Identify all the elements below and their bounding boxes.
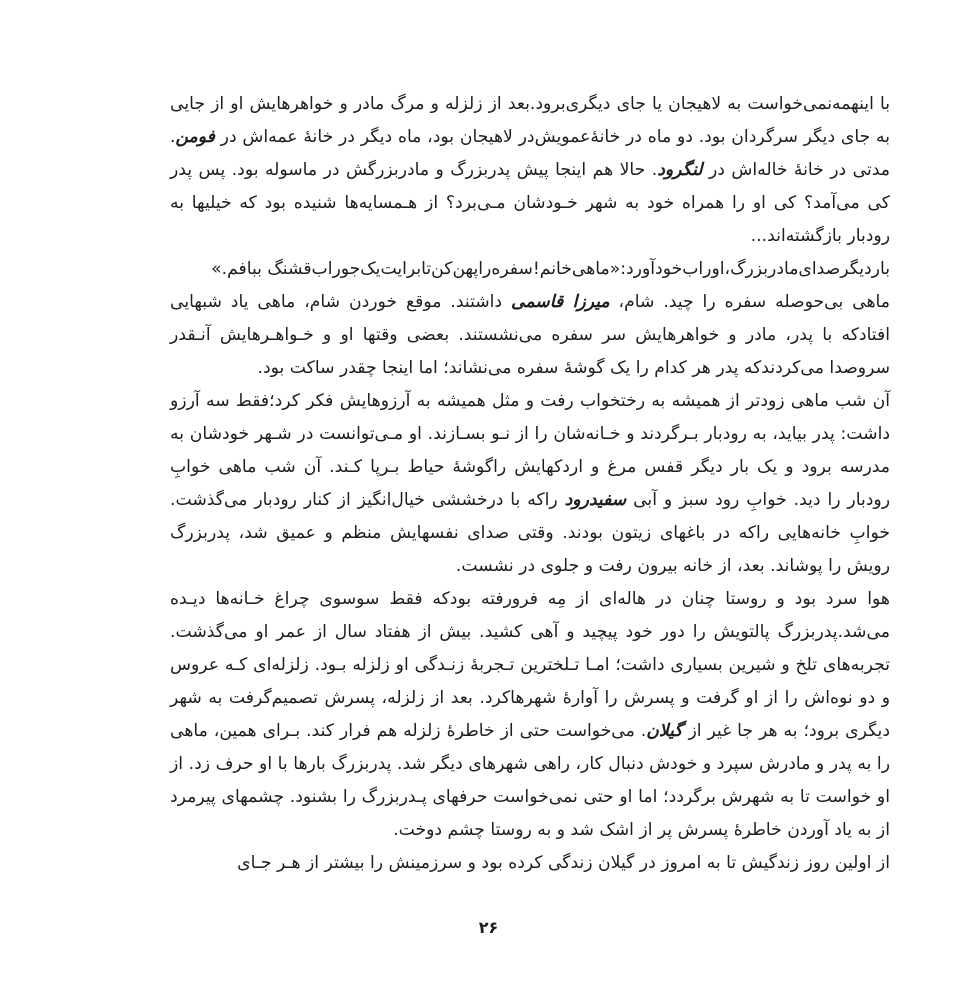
- emphasized-term: گیلان: [646, 721, 683, 741]
- emphasized-term: لنگرود: [657, 160, 703, 180]
- paragraph: [170, 385, 890, 583]
- paragraph-text: با اینهمه‌نمی‌خواست به لاهیجان یا جای دیگری‌برود.بعد از زلزله و مرگ مادر و خواهرهایش او از جایی به جای دیگر سرگردان بود. دو ماه در خانهٔ‌عمویش‌در لاهیجان بود، ماه دیگر در خانهٔ عمه‌اش در: [170, 94, 890, 147]
- paragraph: [170, 847, 890, 880]
- paragraph-text: باردیگرصدای‌مادربزرگ،اوراب‌خودآورد:«ماهی‌خانم!سفره‌راپهن‌کن‌تابرایت‌یک‌جوراب‌قشنگ ببافم.»: [211, 259, 890, 279]
- paragraph-text: . می‌خواست حتی از خاطرهٔ زلزله هم فرار کند. بـرای همین، ماهی را به پدر و مادرش سپرد و خودش دنبال کار، راهی شهرهای دیگر شد. پدربزرگ بارها با او حرف زد. از او خواست تا به شهرش برگردد؛ اما او حتی نمی‌خواست حرفهای پـدربزرگ را بشنود. چشمهای پیرمرد از به یاد آوردن خاطرهٔ پسرش پر از اشک شد و به روستا چشم دوخت.: [170, 721, 890, 840]
- page-number: ۲۶: [478, 918, 499, 937]
- paragraph-text: . مدتی در خانهٔ خاله‌اش در: [170, 127, 890, 180]
- paragraph-text: . حالا هم اینجا پیش پدربزرگ و مادربزرگش در ماسوله بود. پس پدر کی می‌آمد؟ کی او را همراه خود به شهر خـودشان مـی‌برد؟ از هـمسایه‌ها شنیده بود که خیلیها به رودبار بازگشته‌اند...: [170, 160, 890, 246]
- paragraph-text: آن شب ماهی زودتر از همیشه به رختخواب رفت و مثل همیشه به آرزوهایش فکر کرد؛فقط سه آرزو داشت: پدر بیاید، به رودبار بـرگردند و خـانه‌شان را از نـو بسـازند. او مـی‌توانست در شـهر خودشان به مدرسه برود و یک بار دیگر قفس مرغ و اردکهایش راگوشهٔ حیاط بـرپا کـند. آن شب ماهی خوابِ رودبار را دید. خوابِ رود سبز و آبی: [170, 391, 890, 510]
- emphasized-term: فومن: [175, 127, 215, 147]
- paragraph-text: ماهی بی‌حوصله سفره را چید. شام،: [609, 292, 891, 312]
- body-text: [170, 88, 890, 880]
- paragraph: [170, 88, 890, 253]
- paragraph: [170, 583, 890, 847]
- paragraph: [170, 286, 890, 385]
- paragraph-text: داشتند. موقع خوردن شام، ماهی یاد شبهایی افتاد‌که با پدر، مادر و خواهرهایش سر سفره می‌نشستند. بعضی وقتها او و خـواهـرهایش آنـقدر سروصدا می‌کردند‌که پدر هر کدام را یک گوشهٔ سفره می‌نشاند؛ اما اینجا چقدر ساکت بود.: [170, 292, 890, 378]
- emphasized-term: سفیدرود: [564, 490, 627, 510]
- emphasized-term: میرزا قاسمی: [511, 292, 610, 312]
- paragraph-text: از اولین روز زندگیش تا به امروز در گیلان زندگی کرده بود و سرزمینش را بیشتر از هـر جـای: [237, 853, 890, 873]
- paragraph: [170, 253, 890, 286]
- paragraph-text: راکه با درخششی خیال‌انگیز از کنار رودبار می‌گذشت. خوابِ خانه‌هایی راکه در باغهای زیتون بودند. وقتی صدای نفسهایش منظم و عمیق شد، پدربزرگ رویش را پوشاند. بعد، از خانه بیرون رفت و جلوی در نشست.: [170, 490, 890, 576]
- paragraph-text: هوا سرد بود و روستا چنان در هاله‌ای از مِه فرورفته بود‌که فقط سوسوی چراغ خـانه‌ها دیـده می‌شد.پدربزرگ پالتویش را دور خود پیچید و آهی کشید. بیش از هفتاد سال از عمر او می‌گذشت. تجربه‌های تلخ و شیرین بسیاری داشت؛ امـا تـلخترین تـجربهٔ زنـدگی او زلزله بـود. زلزله‌ای کـه عروس و دو نوه‌اش را از او گرفت و پسرش را آوارهٔ شهرهاکرد. بعد از زلزله، پسرش تصمیم‌گرفت به شهر دیگری برود؛ به هر جا غیر از: [170, 589, 890, 741]
